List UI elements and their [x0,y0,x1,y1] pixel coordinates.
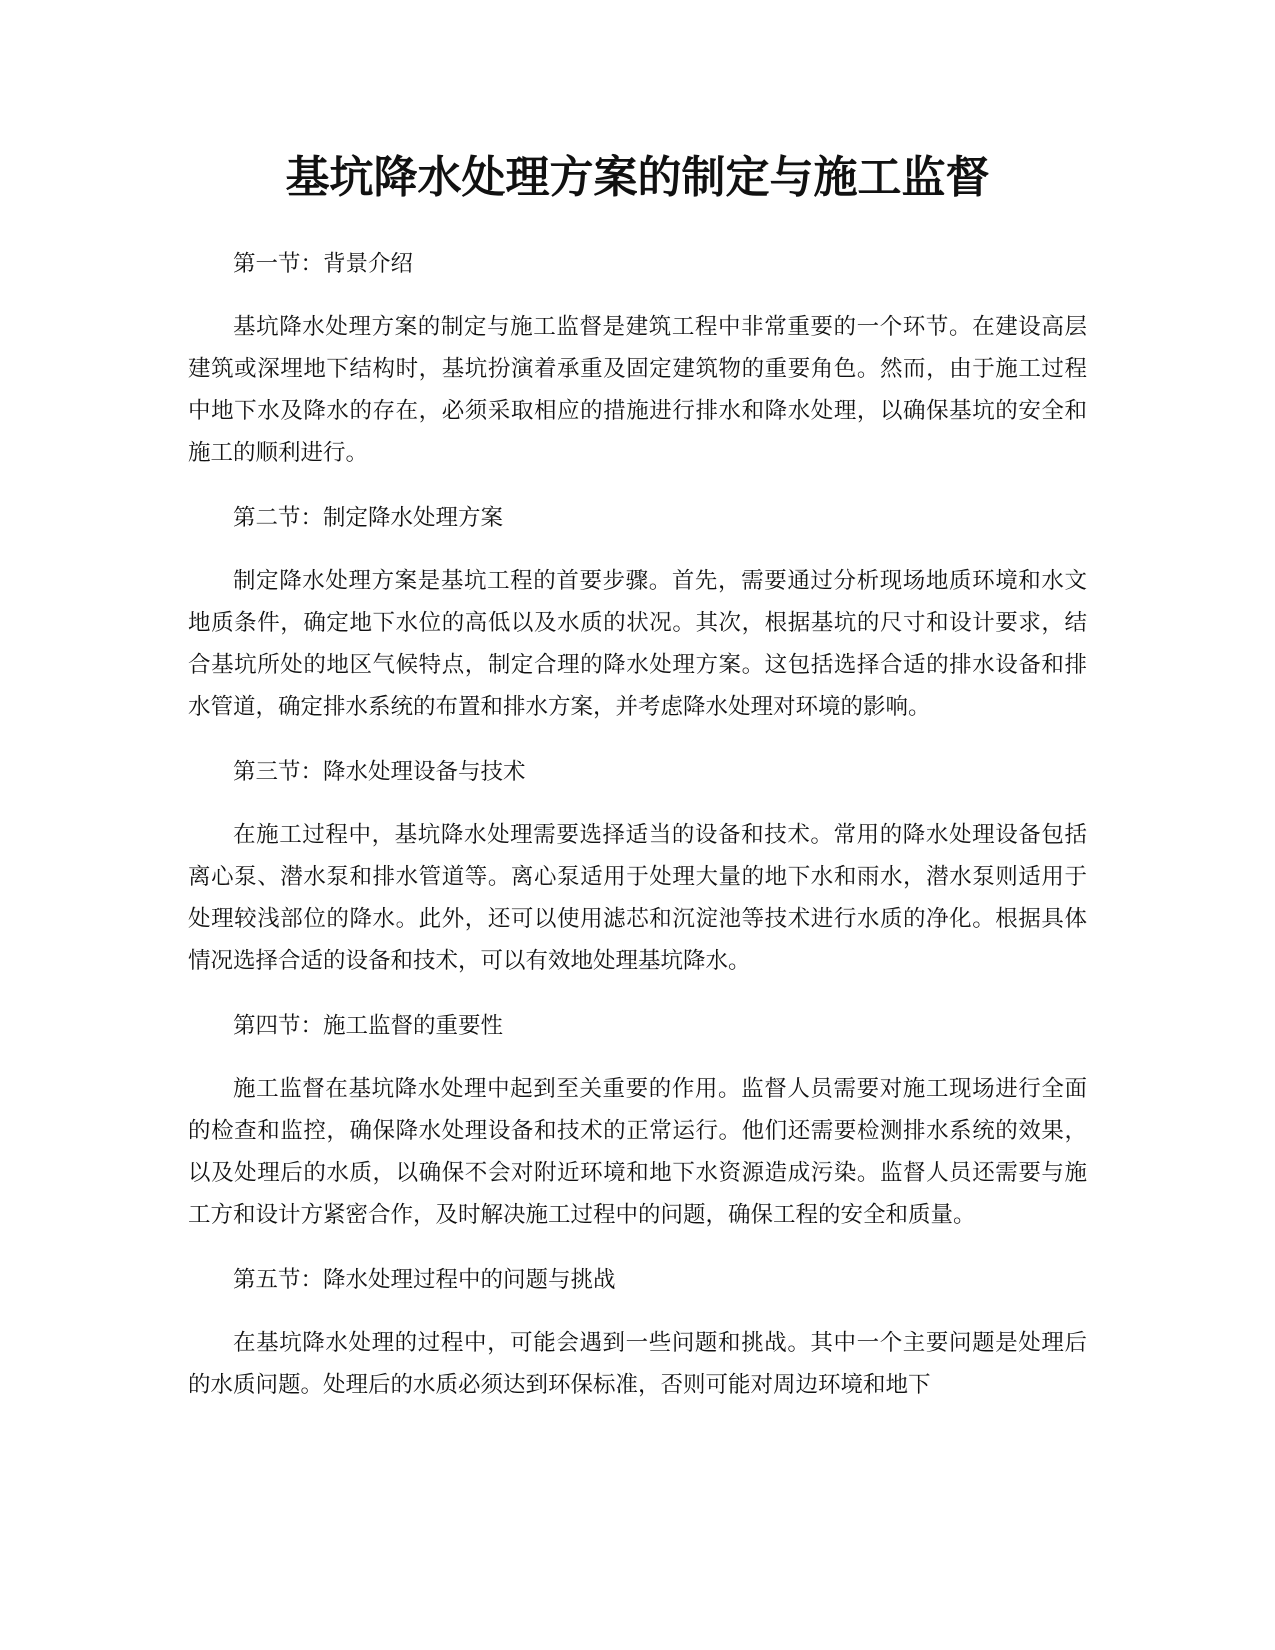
section-paragraph: 基坑降水处理方案的制定与施工监督是建筑工程中非常重要的一个环节。在建设高层建筑或深埋地下结构时，基坑扮演着承重及固定建筑物的重要角色。然而，由于施工过程中地下水及降水的存在，必须采取相应的措施进行排水和降水处理，以确保基坑的安全和施工的顺利进行。 [188,314,1087,466]
section-heading: 第五节：降水处理过程中的问题与挑战 [233,1267,616,1293]
document-body [188,244,1087,1430]
page-title: 基坑降水处理方案的制定与施工监督 [285,152,990,203]
section-paragraph: 在施工过程中，基坑降水处理需要选择适当的设备和技术。常用的降水处理设备包括离心泵、潜水泵和排水管道等。离心泵适用于处理大量的地下水和雨水，潜水泵则适用于处理较浅部位的降水。此外，还可以使用滤芯和沉淀池等技术进行水质的净化。根据具体情况选择合适的设备和技术，可以有效地处理基坑降水。 [188,822,1087,974]
section-heading: 第四节：施工监督的重要性 [233,1013,504,1039]
section-heading: 第三节：降水处理设备与技术 [233,759,526,785]
section-heading: 第一节：背景介绍 [233,251,414,277]
section-paragraph: 在基坑降水处理的过程中，可能会遇到一些问题和挑战。其中一个主要问题是处理后的水质问题。处理后的水质必须达到环保标准，否则可能对周边环境和地下 [188,1330,1087,1398]
section-heading: 第二节：制定降水处理方案 [233,505,504,531]
section-paragraph: 制定降水处理方案是基坑工程的首要步骤。首先，需要通过分析现场地质环境和水文地质条件，确定地下水位的高低以及水质的状况。其次，根据基坑的尺寸和设计要求，结合基坑所处的地区气候特点，制定合理的降水处理方案。这包括选择合适的排水设备和排水管道，确定排水系统的布置和排水方案，并考虑降水处理对环境的影响。 [188,568,1087,720]
section-paragraph: 施工监督在基坑降水处理中起到至关重要的作用。监督人员需要对施工现场进行全面的检查和监控，确保降水处理设备和技术的正常运行。他们还需要检测排水系统的效果，以及处理后的水质，以确保不会对附近环境和地下水资源造成污染。监督人员还需要与施工方和设计方紧密合作，及时解决施工过程中的问题，确保工程的安全和质量。 [188,1076,1087,1228]
